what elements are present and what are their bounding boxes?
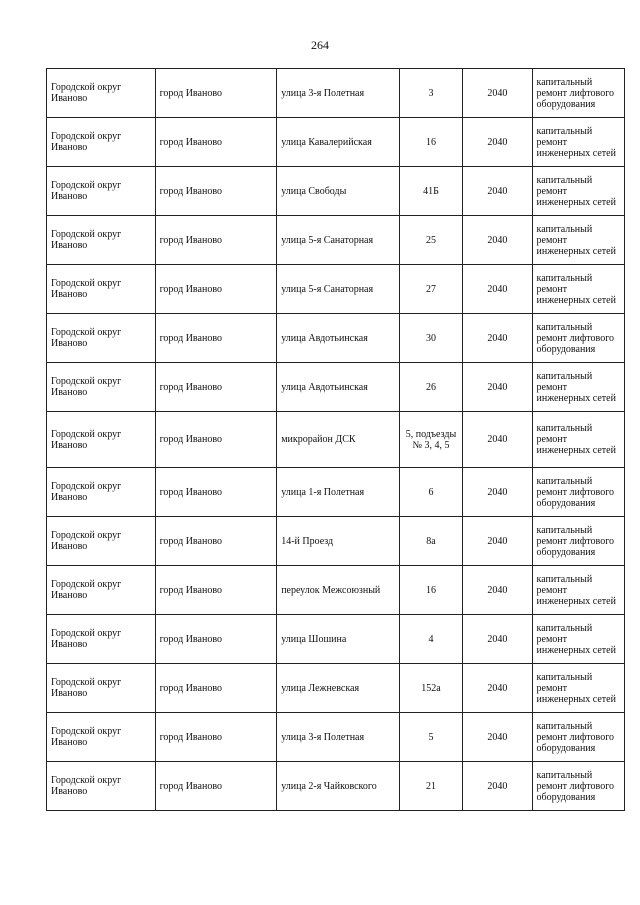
district-cell: Городской округ Иваново xyxy=(47,69,156,118)
year-cell: 2040 xyxy=(463,118,532,167)
work-type-cell: капитальный ремонт инженерных сетей xyxy=(532,363,625,412)
year-cell: 2040 xyxy=(463,566,532,615)
house-cell: 5 xyxy=(399,713,462,762)
house-cell: 152а xyxy=(399,664,462,713)
city-cell: город Иваново xyxy=(155,713,277,762)
city-cell: город Иваново xyxy=(155,69,277,118)
table-row xyxy=(47,713,625,762)
table-row xyxy=(47,468,625,517)
table-row xyxy=(47,216,625,265)
street-cell: улица Авдотьинская xyxy=(277,363,400,412)
district-cell: Городской округ Иваново xyxy=(47,468,156,517)
work-type-cell: капитальный ремонт лифтового оборудования xyxy=(532,762,625,811)
district-cell: Городской округ Иваново xyxy=(47,314,156,363)
house-cell: 30 xyxy=(399,314,462,363)
street-cell: улица 3-я Полетная xyxy=(277,69,400,118)
street-cell: переулок Межсоюзный xyxy=(277,566,400,615)
table-row xyxy=(47,265,625,314)
street-cell: микрорайон ДСК xyxy=(277,412,400,468)
district-cell: Городской округ Иваново xyxy=(47,412,156,468)
work-type-cell: капитальный ремонт инженерных сетей xyxy=(532,265,625,314)
table-row xyxy=(47,412,625,468)
house-cell: 25 xyxy=(399,216,462,265)
work-type-cell: капитальный ремонт инженерных сетей xyxy=(532,412,625,468)
house-cell: 4 xyxy=(399,615,462,664)
city-cell: город Иваново xyxy=(155,762,277,811)
year-cell: 2040 xyxy=(463,265,532,314)
street-cell: улица 5-я Санаторная xyxy=(277,265,400,314)
city-cell: город Иваново xyxy=(155,517,277,566)
year-cell: 2040 xyxy=(463,517,532,566)
city-cell: город Иваново xyxy=(155,216,277,265)
district-cell: Городской округ Иваново xyxy=(47,265,156,314)
district-cell: Городской округ Иваново xyxy=(47,517,156,566)
city-cell: город Иваново xyxy=(155,468,277,517)
year-cell: 2040 xyxy=(463,363,532,412)
house-cell: 27 xyxy=(399,265,462,314)
table-row xyxy=(47,69,625,118)
work-type-cell: капитальный ремонт лифтового оборудования xyxy=(532,713,625,762)
table-row xyxy=(47,762,625,811)
district-cell: Городской округ Иваново xyxy=(47,713,156,762)
year-cell: 2040 xyxy=(463,69,532,118)
work-type-cell: капитальный ремонт инженерных сетей xyxy=(532,664,625,713)
district-cell: Городской округ Иваново xyxy=(47,664,156,713)
city-cell: город Иваново xyxy=(155,664,277,713)
work-type-cell: капитальный ремонт лифтового оборудования xyxy=(532,69,625,118)
district-cell: Городской округ Иваново xyxy=(47,363,156,412)
house-cell: 21 xyxy=(399,762,462,811)
city-cell: город Иваново xyxy=(155,566,277,615)
street-cell: улица Кавалерийская xyxy=(277,118,400,167)
house-cell: 16 xyxy=(399,566,462,615)
district-cell: Городской округ Иваново xyxy=(47,216,156,265)
street-cell: улица Шошина xyxy=(277,615,400,664)
work-type-cell: капитальный ремонт лифтового оборудования xyxy=(532,314,625,363)
street-cell: улица Лежневская xyxy=(277,664,400,713)
house-cell: 6 xyxy=(399,468,462,517)
house-cell: 16 xyxy=(399,118,462,167)
city-cell: город Иваново xyxy=(155,314,277,363)
house-cell: 41Б xyxy=(399,167,462,216)
work-type-cell: капитальный ремонт инженерных сетей xyxy=(532,167,625,216)
work-type-cell: капитальный ремонт инженерных сетей xyxy=(532,615,625,664)
year-cell: 2040 xyxy=(463,713,532,762)
house-cell: 5, подъезды № 3, 4, 5 xyxy=(399,412,462,468)
district-cell: Городской округ Иваново xyxy=(47,167,156,216)
table-row xyxy=(47,517,625,566)
table-row xyxy=(47,363,625,412)
street-cell: улица 1-я Полетная xyxy=(277,468,400,517)
year-cell: 2040 xyxy=(463,615,532,664)
city-cell: город Иваново xyxy=(155,265,277,314)
street-cell: улица Свободы xyxy=(277,167,400,216)
city-cell: город Иваново xyxy=(155,167,277,216)
year-cell: 2040 xyxy=(463,314,532,363)
district-cell: Городской округ Иваново xyxy=(47,118,156,167)
repair-schedule-table xyxy=(46,68,625,811)
street-cell: улица 3-я Полетная xyxy=(277,713,400,762)
work-type-cell: капитальный ремонт лифтового оборудования xyxy=(532,468,625,517)
year-cell: 2040 xyxy=(463,762,532,811)
year-cell: 2040 xyxy=(463,468,532,517)
table-row xyxy=(47,118,625,167)
house-cell: 26 xyxy=(399,363,462,412)
page-number: 264 xyxy=(311,38,329,52)
table-row xyxy=(47,167,625,216)
district-cell: Городской округ Иваново xyxy=(47,762,156,811)
city-cell: город Иваново xyxy=(155,412,277,468)
work-type-cell: капитальный ремонт инженерных сетей xyxy=(532,216,625,265)
street-cell: улица Авдотьинская xyxy=(277,314,400,363)
work-type-cell: капитальный ремонт инженерных сетей xyxy=(532,566,625,615)
table-row xyxy=(47,664,625,713)
year-cell: 2040 xyxy=(463,216,532,265)
district-cell: Городской округ Иваново xyxy=(47,566,156,615)
city-cell: город Иваново xyxy=(155,363,277,412)
table-row xyxy=(47,615,625,664)
house-cell: 3 xyxy=(399,69,462,118)
work-type-cell: капитальный ремонт инженерных сетей xyxy=(532,118,625,167)
year-cell: 2040 xyxy=(463,167,532,216)
street-cell: улица 2-я Чайковского xyxy=(277,762,400,811)
year-cell: 2040 xyxy=(463,412,532,468)
work-type-cell: капитальный ремонт лифтового оборудования xyxy=(532,517,625,566)
city-cell: город Иваново xyxy=(155,615,277,664)
table-row xyxy=(47,314,625,363)
table-row xyxy=(47,566,625,615)
city-cell: город Иваново xyxy=(155,118,277,167)
street-cell: 14-й Проезд xyxy=(277,517,400,566)
street-cell: улица 5-я Санаторная xyxy=(277,216,400,265)
house-cell: 8а xyxy=(399,517,462,566)
table-body xyxy=(47,69,625,811)
year-cell: 2040 xyxy=(463,664,532,713)
district-cell: Городской округ Иваново xyxy=(47,615,156,664)
